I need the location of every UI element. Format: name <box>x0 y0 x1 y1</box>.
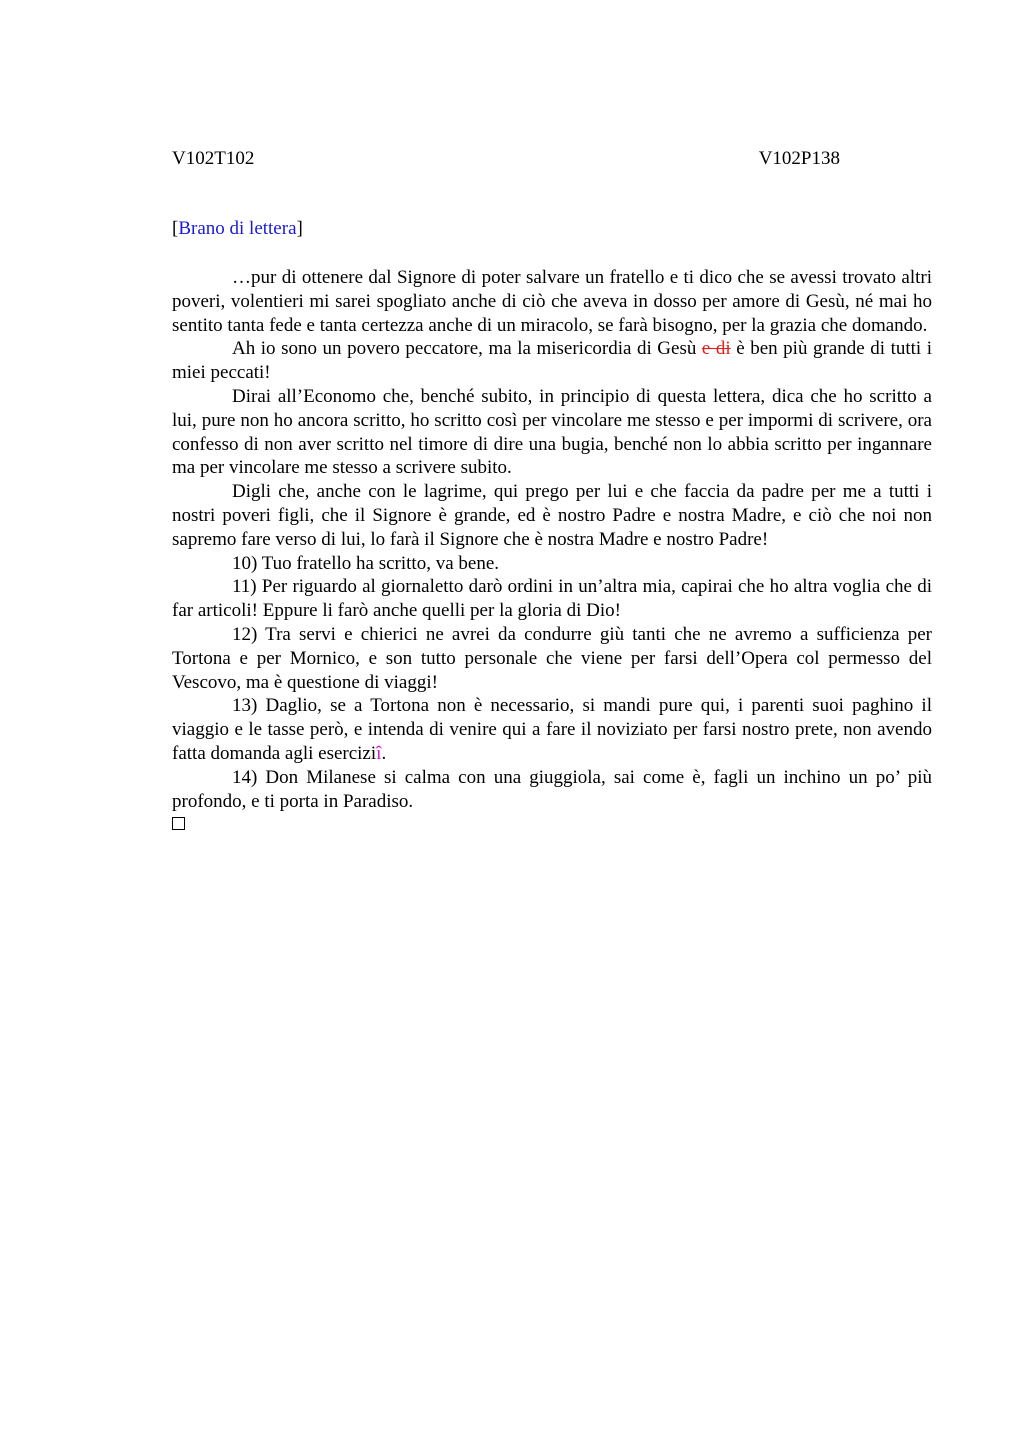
paragraph-1: …pur di ottenere dal Signore di poter salvare un fratello e ti dico che se avessi trovato altri poveri, volentieri mi sarei spogliato anche di ciò che aveva in dosso per amore di Gesù, né mai ho sentito tanta fede e tanta certezza anche di un miracolo, se farà bisogno, per la grazia che domando. <box>172 267 932 336</box>
paragraph-2 <box>172 337 932 385</box>
paragraph-7: 12) Tra servi e chierici ne avrei da condurre giù tanti che ne avremo a sufficienza per Tortona e per Mornico, e son tutto personale che viene per farsi dell’Opera col permesso del Vescovo, ma è questione di viaggi! <box>172 623 932 693</box>
paragraph-2-after: è ben più grande di tutti i miei peccati! <box>172 338 933 384</box>
struck-text: e di <box>701 338 731 360</box>
volume-text-code: V102T102 <box>172 148 255 169</box>
paragraph-2-before: Ah io sono un povero peccatore, ma la misericordia di Gesù <box>232 338 702 360</box>
paragraph-4: Digli che, anche con le lagrime, qui prego per lui e che faccia da padre per me a tutti i nostri poveri figli, che il Signore è grande, ed è nostro Padre e nostra Madre, e ciò che noi non sapremo fare verso di lui, lo farà il Signore che è nostra Madre e nostro Padre! <box>172 481 932 550</box>
paragraph-3: Dirai all’Economo che, benché subito, in principio di questa lettera, dica che ho scritto a lui, pure non ho ancora scritto, ho scritto così per vincolare me stesso e per impormi di scrivere, ora confesso di non aver scritto nel timore di dire una bugia, benché non lo abbia scritto per ingannare ma per vincolare me stesso a scrivere subito. <box>172 385 932 479</box>
marked-character: î <box>376 742 382 764</box>
bracket-open: [ <box>172 218 179 239</box>
section-title <box>172 217 303 241</box>
paragraph-8 <box>172 694 932 765</box>
letter-body <box>172 266 932 830</box>
section-title-text: Brano di lettera <box>178 218 297 239</box>
end-of-document-box-icon <box>172 817 185 830</box>
paragraph-8-before: 13) Daglio, se a Tortona non è necessario, si mandi pure qui, i parenti suoi paghino il viaggio e le tasse però, e intenda di venire qui a fare il noviziato per farsi nostro prete, non avendo fatta domanda agli esercizi <box>172 695 932 764</box>
paragraph-9: 14) Don Milanese si calma con una giuggiola, sai come è, fagli un inchino un po’ più profondo, e ti porta in Paradiso. <box>172 766 932 812</box>
volume-page-code: V102P138 <box>758 148 840 169</box>
bracket-close: ] <box>296 218 303 239</box>
paragraph-8-after: . <box>381 742 387 764</box>
paragraph-5: 10) Tuo fratello ha scritto, va bene. <box>232 552 500 574</box>
paragraph-6: 11) Per riguardo al giornaletto darò ordini in un’altra mia, capirai che ho altra voglia che di far articoli! Eppure li farò anche quelli per la gloria di Dio! <box>172 576 932 622</box>
